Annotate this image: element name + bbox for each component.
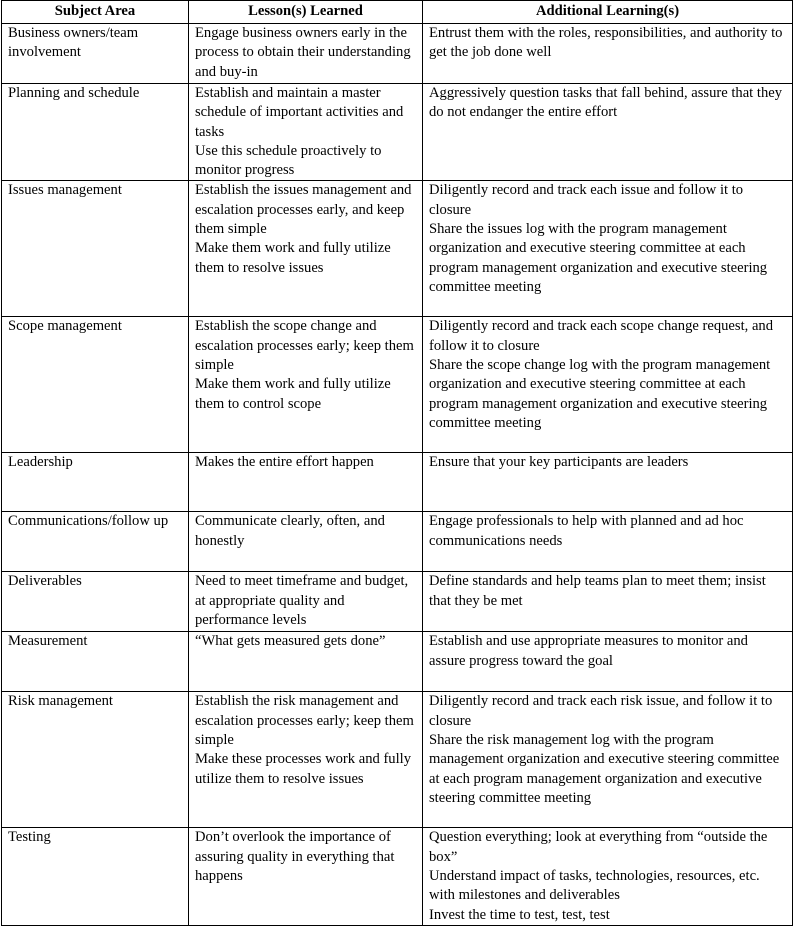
additional-learning-text: Understand impact of tasks, technologies, resources, etc. with milestones and deliverables (429, 868, 760, 904)
lessons-learned-table (1, 0, 793, 926)
additional-learnings-cell (423, 512, 793, 572)
additional-learnings-cell (423, 181, 793, 317)
additional-learning-text: Establish and use appropriate measures to monitor and assure progress toward the goal (429, 633, 748, 669)
table-row (2, 828, 793, 925)
additional-learnings-cell (423, 84, 793, 181)
lesson-learned-text: Make them work and fully utilize them to control scope (195, 376, 391, 412)
additional-learning-text: Aggressively question tasks that fall behind, assure that they do not endanger the entire effort (429, 85, 783, 121)
subject-area-cell (2, 692, 189, 828)
additional-learning-text: Share the issues log with the program management organization and executive steering committee at each program management organization and executive steering committee meeting (429, 221, 768, 295)
subject-area-text: Deliverables (8, 573, 82, 590)
subject-area-text: Planning and schedule (8, 85, 140, 101)
lesson-learned-text: Establish and maintain a master schedule of important activities and tasks (195, 85, 404, 140)
additional-learnings-cell (423, 632, 793, 692)
subject-area-cell (2, 24, 189, 84)
additional-learning-text: Engage professionals to help with planned and ad hoc communications needs (429, 513, 744, 549)
table-row (2, 24, 793, 84)
lesson-learned-text: Make them work and fully utilize them to resolve issues (195, 240, 391, 276)
additional-learnings-cell (423, 453, 793, 512)
lesson-learned-text: Engage business owners early in the process to obtain their understanding and buy-in (195, 25, 411, 80)
lessons-learned-cell (189, 84, 423, 181)
additional-learning-text: Share the scope change log with the program management organization and executive steering committee at each program management organization and executive steering committee meeting (429, 357, 771, 431)
lesson-learned-text: “What gets measured gets done” (195, 633, 386, 650)
additional-learning-text: Ensure that your key participants are leaders (429, 454, 689, 471)
subject-area-cell (2, 317, 189, 453)
additional-learnings-cell (423, 24, 793, 84)
additional-learning-text: Define standards and help teams plan to meet them; insist that they be met (429, 573, 766, 609)
table-body (2, 24, 793, 926)
subject-area-cell (2, 84, 189, 181)
lessons-learned-cell (189, 181, 423, 317)
subject-area-text: Scope management (8, 318, 122, 335)
lessons-learned-cell (189, 828, 423, 925)
subject-area-cell (2, 572, 189, 632)
subject-area-text: Testing (8, 829, 51, 846)
lesson-learned-text: Establish the scope change and escalation processes early; keep them simple (195, 318, 414, 374)
subject-area-text: Issues management (8, 182, 122, 199)
lessons-learned-cell (189, 572, 423, 632)
additional-learning-text: Question everything; look at everything from “outside the box” (429, 829, 768, 865)
table-row (2, 453, 793, 512)
header-lessons-learned: Lesson(s) Learned (189, 1, 423, 24)
lessons-learned-cell (189, 453, 423, 512)
additional-learning-text: Diligently record and track each scope change request, and follow it to closure (429, 318, 774, 354)
table-row (2, 632, 793, 692)
subject-area-cell (2, 512, 189, 572)
subject-area-cell (2, 453, 189, 512)
additional-learning-text: Share the risk management log with the program management organization and executive steering committee at each program management organization and executive steering committee meeting (429, 732, 780, 806)
lessons-learned-cell (189, 512, 423, 572)
subject-area-text: Business owners/team involvement (8, 25, 139, 61)
table-row (2, 84, 793, 181)
lessons-learned-cell (189, 632, 423, 692)
subject-area-text: Measurement (8, 633, 88, 650)
table-row (2, 317, 793, 453)
subject-area-cell (2, 181, 189, 317)
additional-learnings-cell (423, 692, 793, 828)
additional-learning-text: Diligently record and track each risk issue, and follow it to closure (429, 693, 773, 729)
lessons-learned-cell (189, 317, 423, 453)
lesson-learned-text: Need to meet timeframe and budget, at appropriate quality and performance levels (195, 573, 409, 629)
header-additional-learnings: Additional Learning(s) (423, 1, 793, 24)
additional-learnings-cell (423, 572, 793, 632)
subject-area-cell (2, 632, 189, 692)
additional-learning-text: Invest the time to test, test, test (429, 906, 610, 923)
table-row (2, 512, 793, 572)
header-row (2, 1, 793, 24)
lesson-learned-text: Makes the entire effort happen (195, 454, 374, 471)
table-row (2, 181, 793, 317)
additional-learnings-cell (423, 828, 793, 925)
subject-area-cell (2, 828, 189, 925)
lesson-learned-text: Don’t overlook the importance of assuring quality in everything that happens (195, 829, 395, 885)
subject-area-text: Risk management (8, 693, 113, 710)
lessons-learned-cell (189, 692, 423, 828)
lesson-learned-text: Communicate clearly, often, and honestly (195, 513, 385, 549)
additional-learning-text: Entrust them with the roles, responsibilities, and authority to get the job done well (429, 25, 783, 61)
table-row (2, 572, 793, 632)
lesson-learned-text: Make these processes work and fully utilize them to resolve issues (195, 751, 412, 787)
lesson-learned-text: Establish the risk management and escalation processes early; keep them simple (195, 693, 414, 749)
lesson-learned-text: Use this schedule proactively to monitor progress (195, 142, 382, 179)
subject-area-text: Communications/follow up (8, 513, 169, 530)
lessons-learned-cell (189, 24, 423, 84)
lesson-learned-text: Establish the issues management and escalation processes early, and keep them simple (195, 182, 412, 238)
additional-learning-text: Diligently record and track each issue and follow it to closure (429, 182, 744, 218)
additional-learnings-cell (423, 317, 793, 453)
header-subject-area: Subject Area (2, 1, 189, 24)
subject-area-text: Leadership (8, 454, 73, 471)
table-row (2, 692, 793, 828)
